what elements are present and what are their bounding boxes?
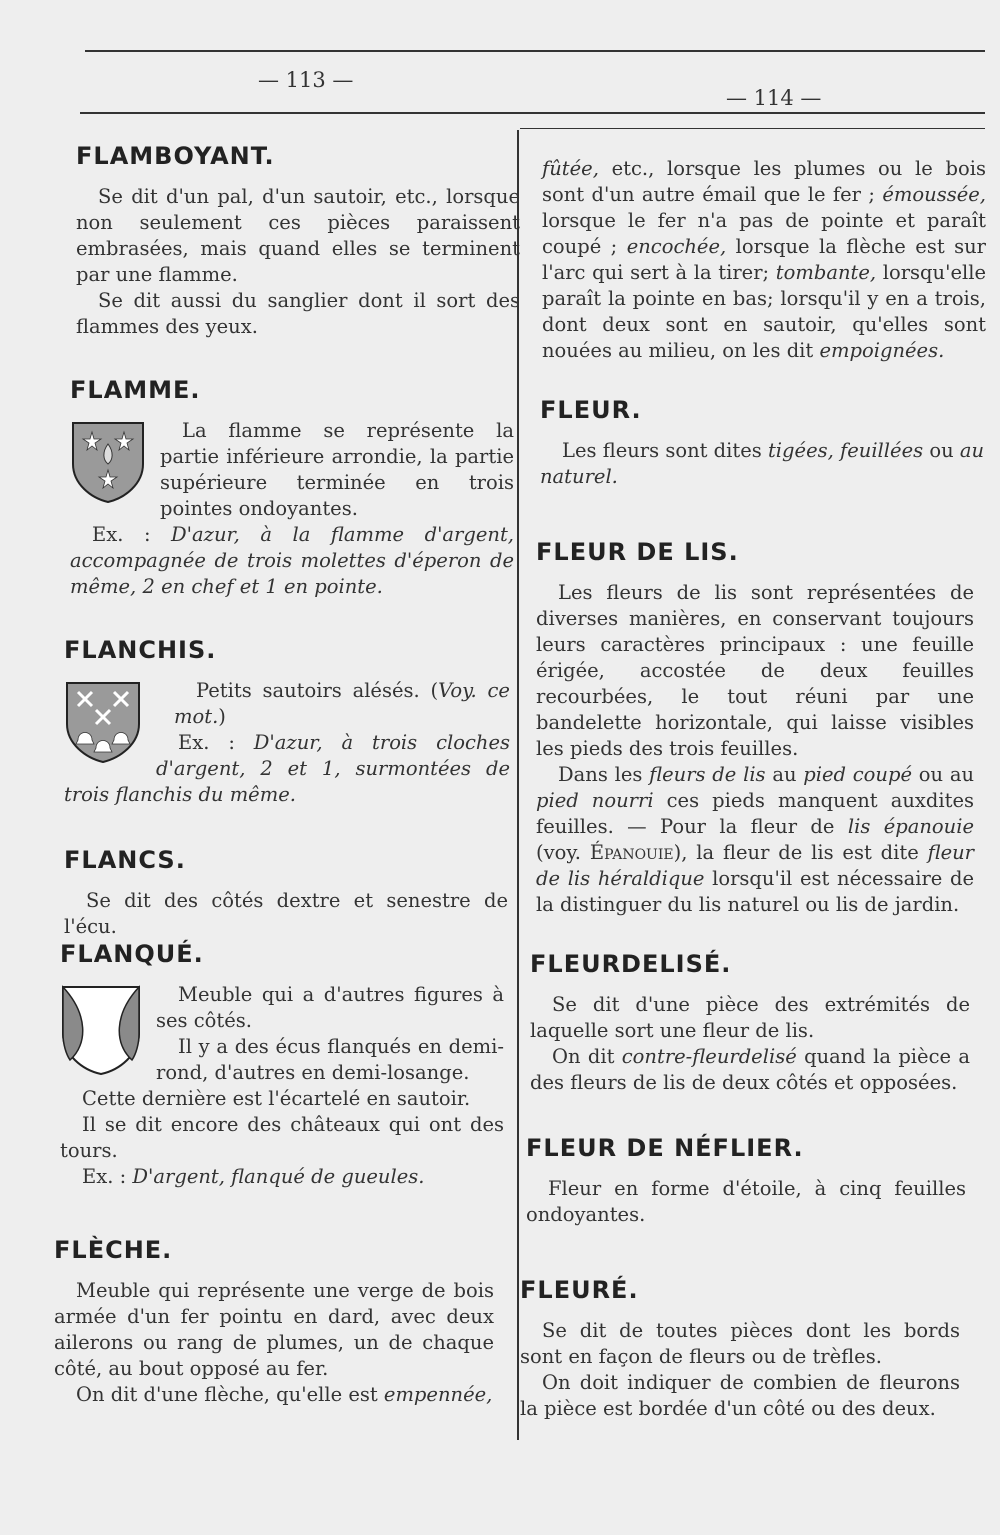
- entry-text: Petits sautoirs alésés. (Voy. ce mot.): [174, 679, 510, 728]
- entry-example: [70, 522, 514, 600]
- entry-fleurdelise: [530, 950, 970, 1096]
- entry-fleure: [520, 1276, 960, 1422]
- entry-title: FLAMME.: [70, 376, 201, 404]
- example-blazon: D'azur, à la flamme d'argent, accompagnée de trois molettes d'éperon de même, 2 en chef et 1 en pointe.: [70, 523, 514, 598]
- entry-flancs: [64, 846, 508, 940]
- entry-title: FLEUR.: [540, 396, 642, 424]
- entry-text: Fleur en forme d'étoile, à cinq feuilles ondoyantes.: [526, 1177, 966, 1226]
- entry-example: Ex. : D'argent, flanqué de gueules.: [82, 1165, 425, 1188]
- header-rule: [80, 112, 985, 114]
- entry-text: Meuble qui a d'autres figures à ses côtés.: [156, 983, 504, 1032]
- entry-text: Se dit de toutes pièces dont les bords sont en façon de fleurs ou de trèfles.: [520, 1319, 960, 1368]
- entry-text: Les fleurs de lis sont représentées de diverses manières, en conservant toujours leurs caractères principaux : une feuille érigée, accostée de deux feuilles recourbées, le tout réuni par une bandelette horizontale, qui laisse visibles les pieds des trois feuilles.: [536, 581, 974, 760]
- entry-flamme: [70, 376, 514, 600]
- entry-text: Se dit d'un pal, d'un sautoir, etc., lorsque non seulement ces pièces paraissent embrasées, mais quand elles se terminent par une flamme.: [76, 185, 520, 286]
- entry-fleur-de-neflier: [526, 1134, 966, 1228]
- entry-example: Ex. : D'azur, à trois cloches d'argent, 2 et 1, surmontées de trois flanchis du même.: [64, 731, 510, 806]
- entry-text: On dit contre-fleurdelisé quand la pièce a des fleurs de lis de deux côtés et opposées.: [530, 1045, 970, 1094]
- entry-text: Meuble qui représente une verge de bois armée d'un fer pointu en dard, avec deux ailerons ou rang de plumes, un de chaque côté, au bout opposé au fer.: [54, 1279, 494, 1380]
- entry-title: FLAMBOYANT.: [76, 142, 275, 170]
- folio-left: — 113 —: [258, 68, 354, 92]
- entry-fleche-continued: [542, 156, 986, 364]
- entry-title: FLÈCHE.: [54, 1236, 173, 1264]
- entry-flanque: [60, 940, 504, 1190]
- entry-text: fûtée, etc., lorsque les plumes ou le bois sont d'un autre émail que le fer ; émoussée, lorsque le fer n'a pas de pointe et paraît coupé ; encochée, lorsque la flèche est sur l'arc qui sert à la tirer; tombante, lorsqu'elle paraît la pointe en bas; lorsqu'il y en a trois, dont deux sont en sautoir, qu'elles sont nouées au milieu, on les dit empoignées.: [542, 157, 987, 362]
- entry-fleche: [54, 1236, 494, 1408]
- entry-text: La flamme se représente la partie inférieure arrondie, la partie supérieure terminée en trois pointes ondoyantes.: [160, 419, 514, 520]
- entry-flanchis: [64, 636, 510, 808]
- entry-text: Il y a des écus flanqués en demi-rond, d'autres en demi-losange.: [156, 1035, 504, 1084]
- header-rule-right: [520, 128, 985, 129]
- example-prefix: Ex. :: [92, 523, 172, 546]
- folio-right: — 114 —: [726, 86, 822, 110]
- entry-text: Dans les fleurs de lis au pied coupé ou au pied nourri ces pieds manquent auxdites feuilles. — Pour la fleur de lis épanouie (voy. Épanouie), la fleur de lis est dite fleur de lis héraldique lorsqu'il est nécessaire de la distinguer du lis naturel ou lis de jardin.: [536, 763, 975, 916]
- entry-text: Se dit d'une pièce des extrémités de laquelle sort une fleur de lis.: [530, 993, 970, 1042]
- entry-flamboyant: [76, 142, 520, 340]
- top-rule-left: [85, 50, 985, 52]
- entry-text: Les fleurs sont dites tigées, feuillées ou au naturel.: [540, 439, 985, 488]
- entry-title: FLANCS.: [64, 846, 186, 874]
- entry-title: FLANQUÉ.: [60, 940, 204, 968]
- entry-fleur-de-lis: [536, 538, 974, 918]
- entry-title: FLEUR DE LIS.: [536, 538, 739, 566]
- entry-text: Cette dernière est l'écartelé en sautoir.: [82, 1087, 471, 1110]
- entry-fleur: [540, 396, 984, 490]
- entry-title: FLEURDELISÉ.: [530, 950, 732, 978]
- entry-title: FLANCHIS.: [64, 636, 217, 664]
- shield-flanched-icon: [60, 984, 142, 1076]
- shield-flame-stars-icon: [70, 420, 146, 504]
- shield-bells-saltires-icon: [64, 680, 142, 764]
- entry-text: On dit d'une flèche, qu'elle est empennée,: [76, 1383, 493, 1406]
- entry-text: Se dit aussi du sanglier dont il sort des flammes des yeux.: [76, 289, 520, 338]
- entry-text: On doit indiquer de combien de fleurons la pièce est bordée d'un côté ou des deux.: [520, 1371, 960, 1420]
- entry-title: FLEURÉ.: [520, 1276, 639, 1304]
- entry-title: FLEUR DE NÉFLIER.: [526, 1134, 804, 1162]
- entry-text: Il se dit encore des châteaux qui ont des tours.: [60, 1113, 504, 1162]
- entry-text: Se dit des côtés dextre et senestre de l'écu.: [64, 889, 508, 938]
